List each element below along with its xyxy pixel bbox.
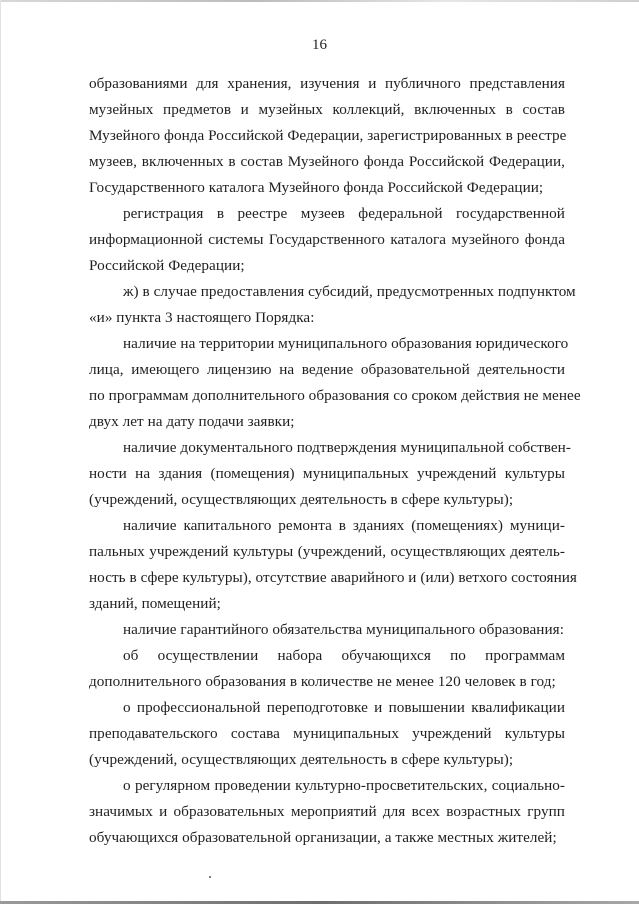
text-line: двух лет на дату подачи заявки; [89,413,295,430]
text-line: об осуществлении набора обучающихся по программам [123,647,565,664]
text-line: ж) в случае предоставления субсидий, предусмотренных подпунктом [123,283,576,300]
document-body [89,71,581,851]
paragraph-registration [89,201,565,279]
paragraph-events [89,773,565,851]
text-line: ность в сфере культуры), отсутствие аварийного и (или) ветхого состояния [89,569,577,586]
text-line: пальных учреждений культуры (учреждений, осуществляющих деятель- [89,543,565,560]
text-line: Музейного фонда Российской Федерации, зарегистрированных в реестре [89,127,567,144]
scan-dust-speck [209,876,211,878]
text-line: Российской Федерации; [89,257,245,274]
text-line: образованиями для хранения, изучения и публичного представления [89,75,565,92]
paragraph-license [89,331,581,435]
text-line: лица, имеющего лицензию на ведение образовательной деятельности [89,361,565,378]
text-line: наличие документального подтверждения муниципальной собствен- [123,439,571,456]
text-line: преподавательского состава муниципальных учреждений культуры [89,725,565,742]
text-line: регистрация в реестре музеев федеральной государственной [123,205,565,222]
text-line: зданий, помещений; [89,595,221,612]
text-line: музейных предметов и музейных коллекций, включенных в состав [89,101,565,118]
text-line: «и» пункта 3 настоящего Порядка: [89,309,315,326]
scan-left-edge [0,0,1,904]
text-line: музеев, включенных в состав Музейного фонда Российской Федерации, [89,153,565,170]
text-line: Государственного каталога Музейного фонда Российской Федерации; [89,179,544,196]
paragraph-repair [89,513,577,617]
text-line: значимых и образовательных мероприятий для всех возрастных групп [89,803,565,820]
paragraph-guarantee [89,617,565,643]
text-line: (учреждений, осуществляющих деятельность в сфере культуры); [89,491,514,508]
text-line: информационной системы Государственного каталога музейного фонда [89,231,565,248]
page-number: 16 [312,37,327,53]
text-line: по программам дополнительного образования со сроком действия не менее [89,387,581,404]
text-line: (учреждений, осуществляющих деятельность в сфере культуры); [89,751,514,768]
text-line: о профессиональной переподготовке и повышении квалификации [123,699,565,716]
text-line: наличие гарантийного обязательства муниципального образования: [123,621,564,638]
paragraph-training [89,695,565,773]
paragraph-enrollment [89,643,565,695]
text-line: о регулярном проведении культурно-просветительских, социально- [123,777,565,794]
text-line: наличие капитального ремонта в зданиях (помещениях) муници- [123,517,565,534]
scan-top-edge [0,0,639,2]
paragraph-item-zh [89,279,576,331]
text-line: обучающихся образовательной организации, а также местных жителей; [89,829,557,846]
paragraph-museum-objects [89,71,565,201]
text-line: наличие на территории муниципального образования юридического [123,335,569,352]
text-line: ности на здания (помещения) муниципальных учреждений культуры [89,465,565,482]
text-line: дополнительного образования в количестве не менее 120 человек в год; [89,673,556,690]
paragraph-ownership [89,435,571,513]
